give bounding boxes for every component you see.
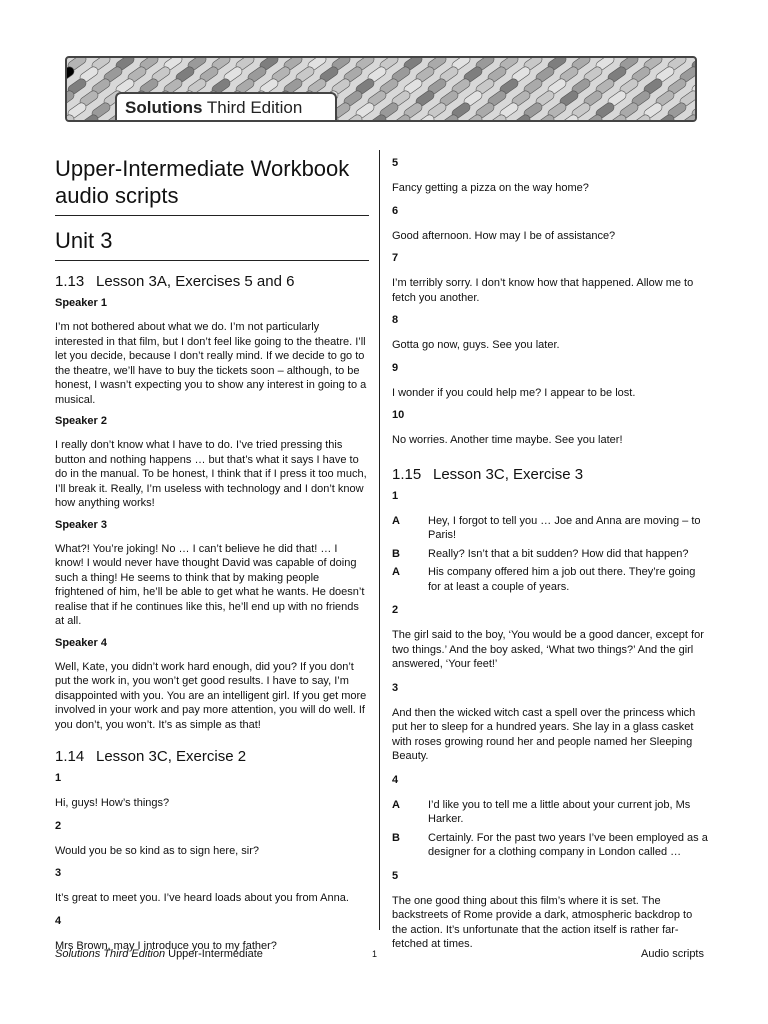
footer-left <box>55 947 263 961</box>
column-divider <box>379 150 380 930</box>
dialog-line <box>392 798 708 827</box>
section-heading-115 <box>392 466 708 484</box>
brand-rest: Third Edition <box>206 98 303 117</box>
item-text: And then the wicked witch cast a spell over the princess which put her to sleep for a hundred years. She lay in a glass casket with roses growing round her and people named her Sleeping Beauty. <box>392 706 696 762</box>
item-text: I’m terribly sorry. I don’t know how that happened. Allow me to fetch you another. <box>392 277 694 304</box>
speaker-text: What?! You’re joking! No … I can’t believe he did that! … I know! I would never have thought David was capable of doing such a thing! He seems to think that by making people frightened of him, he’ll be able to get what he wants. He doesn’t realise that if he continues like this, he’ll end up with no friends at all. <box>55 542 365 627</box>
dialog-text: Certainly. For the past two years I’ve been employed as a designer for a clothing company in London called … <box>428 831 708 858</box>
item-text: Hi, guys! How’s things? <box>55 797 170 809</box>
dialog-text: Hey, I forgot to tell you … Joe and Anna are moving – to Paris! <box>428 514 701 541</box>
speaker-label: Speaker 3 <box>55 518 107 531</box>
item-number: 1 <box>392 489 399 502</box>
item-text: Gotta go now, guys. See you later. <box>392 339 560 351</box>
item-number: 3 <box>55 867 62 879</box>
footer-right: Audio scripts <box>641 948 704 960</box>
item-number: 9 <box>392 361 399 374</box>
section-title: Lesson 3C, Exercise 3 <box>433 465 584 483</box>
speaker-label: Speaker 2 <box>55 415 107 427</box>
right-column <box>392 157 708 960</box>
speaker-text: I really don’t know what I have to do. I’ve tried pressing this button and nothing happens … but that’s what it says I have to do in the manual. To be honest, I think that if I press it too much, I’ll break it. Really, I’m useless with technology and I don’t know how anything works! <box>55 439 367 509</box>
item-text: Mrs Brown, may I introduce you to my father? <box>55 939 277 952</box>
item-number: 3 <box>392 681 399 694</box>
item-text: The one good thing about this film’s where it is set. The backstreets of Rome provide a dark, atmospheric backdrop to the action. It’s unfortunate that the action itself is rather far-fetched at times. <box>392 894 693 950</box>
item-number: 1 <box>55 772 62 784</box>
dialog-line <box>392 514 708 543</box>
speaker-label: Speaker 4 <box>55 636 107 649</box>
item-number: 6 <box>392 204 399 217</box>
brand-logo <box>115 92 337 122</box>
item-number: 10 <box>392 409 405 421</box>
item-number: 5 <box>392 157 399 169</box>
speaker-code: A <box>392 798 400 811</box>
footer-level: Upper-Intermediate <box>165 948 263 960</box>
item-text: I wonder if you could help me? I appear to be lost. <box>392 386 636 399</box>
doc-title: Upper-Intermediate Workbook audio scripts <box>55 155 369 216</box>
item-number: 7 <box>392 252 399 264</box>
speaker-code: A <box>392 566 400 578</box>
left-column <box>55 150 369 962</box>
dialog-text: I’d like you to tell me a little about your current job, Ms Harker. <box>428 798 691 825</box>
dialog-text: Really? Isn’t that a bit sudden? How did that happen? <box>428 547 689 560</box>
section-title: Lesson 3A, Exercises 5 and 6 <box>96 273 295 290</box>
section-heading-114 <box>55 748 369 766</box>
item-number: 4 <box>55 914 62 927</box>
item-number: 2 <box>392 604 399 616</box>
item-text: Would you be so kind as to sign here, sir? <box>55 844 260 857</box>
section-title: Lesson 3C, Exercise 2 <box>96 748 247 765</box>
footer-series: Solutions Third Edition <box>55 948 166 960</box>
item-text: The girl said to the boy, ‘You would be a good dancer, except for two things.’ And the boy asked, ‘What two things?’ And the girl answered, ‘Your feet!’ <box>392 629 704 670</box>
speaker-text: I’m not bothered about what we do. I’m not particularly interested in that film, but I don’t feel like going to the theatre. I’ll let you decide, because I don’t really mind. If we decide to go to the theatre, we’ll have to buy the tickets soon – although, to be honest, I wasn’t expecting you to show any interest in going to a musical. <box>55 321 367 406</box>
item-number: 5 <box>392 869 399 882</box>
brand-bold: Solutions <box>125 98 203 117</box>
section-heading-113 <box>55 273 369 291</box>
speaker-text: Well, Kate, you didn’t work hard enough, did you? If you don’t put the work in, you won’t get good results. I have to say, I’m disappointed with you. You are an intelligent girl. If you get more involved in your work and pay more attention, you will do well. If you don’t, you won’t. It’s as simple as that! <box>55 660 367 731</box>
item-text: No worries. Another time maybe. See you later! <box>392 434 623 446</box>
item-text: Fancy getting a pizza on the way home? <box>392 182 589 194</box>
dialog-line <box>392 547 708 562</box>
item-number: 4 <box>392 773 399 786</box>
speaker-code: B <box>392 831 400 844</box>
unit-heading: Unit 3 <box>55 228 369 261</box>
section-number: 1.14 <box>55 748 85 765</box>
item-text: It’s great to meet you. I’ve heard loads about you from Anna. <box>55 892 349 904</box>
section-number: 1.15 <box>392 465 422 483</box>
item-number: 2 <box>55 819 62 832</box>
page-number: 1 <box>372 949 378 959</box>
item-number: 8 <box>392 314 399 326</box>
item-text: Good afternoon. How may I be of assistance? <box>392 229 616 242</box>
speaker-code: B <box>392 547 400 560</box>
header-banner <box>65 56 697 122</box>
dialog-text: His company offered him a job out there. They’re going for at least a couple of years. <box>428 566 696 593</box>
section-number: 1.13 <box>55 273 85 290</box>
speaker-code: A <box>392 514 400 527</box>
dialog-line <box>392 565 708 594</box>
speaker-label: Speaker 1 <box>55 297 107 309</box>
page-footer <box>55 947 704 963</box>
dialog-line <box>392 831 708 860</box>
